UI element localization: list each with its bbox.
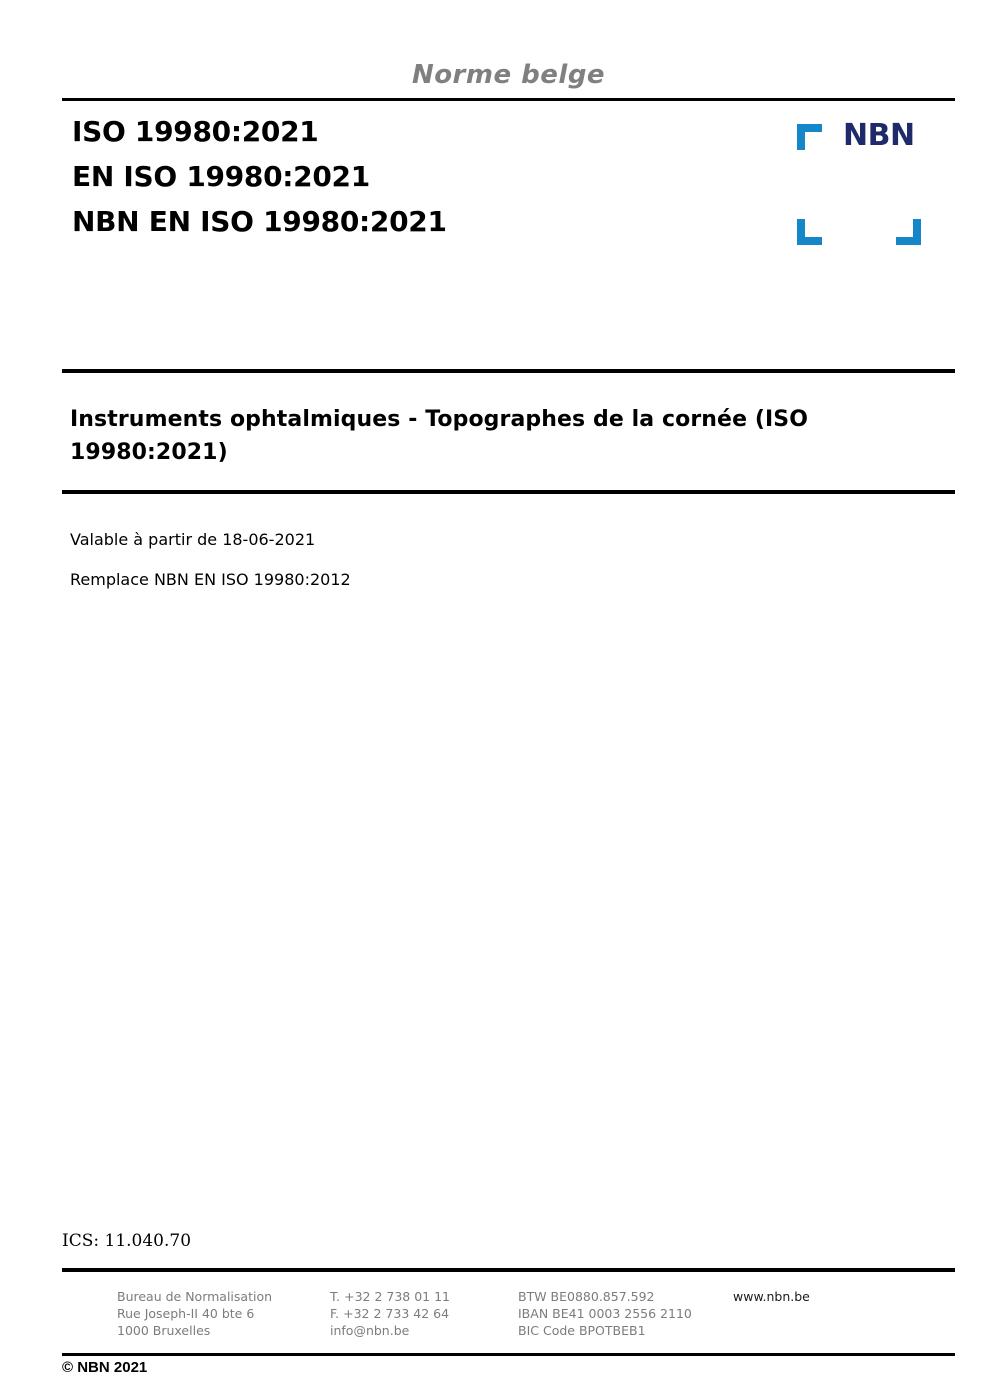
document-title: Instruments ophtalmiques - Topographes de la cornée (ISO 19980:2021) (70, 407, 809, 465)
standard-codes (72, 109, 447, 244)
logo-corner-top-left-icon (797, 124, 822, 150)
logo-corner-bottom-right-icon (896, 219, 921, 245)
footer-top-divider (62, 1268, 955, 1272)
standard-code-iso: ISO 19980:2021 (72, 115, 319, 148)
footer-iban: IBAN BE41 0003 2556 2110 (518, 1306, 692, 1321)
footer-email-link[interactable]: info@nbn.be (330, 1323, 410, 1338)
footer-address-column (117, 1288, 272, 1339)
nbn-logo-text: NBN (843, 118, 915, 153)
footer-contact-column (330, 1288, 450, 1339)
standard-code-en-iso: EN ISO 19980:2021 (72, 160, 370, 193)
valid-from-line: Valable à partir de 18-06-2021 (70, 530, 316, 549)
logo-corner-bottom-left-icon (797, 219, 822, 245)
footer-vat: BTW BE0880.857.592 (518, 1289, 655, 1304)
footer-fax: F. +32 2 733 42 64 (330, 1306, 450, 1321)
footer-phone: T. +32 2 738 01 11 (330, 1289, 450, 1304)
nbn-logo (797, 118, 921, 245)
standard-code-nbn-en-iso: NBN EN ISO 19980:2021 (72, 205, 447, 238)
footer-org-name: Bureau de Normalisation (117, 1289, 273, 1304)
footer-street: Rue Joseph-II 40 bte 6 (117, 1306, 255, 1321)
document-kind-label: Norme belge (411, 60, 606, 90)
copyright-line: © NBN 2021 (62, 1359, 148, 1376)
ics-code-line: ICS: 11.040.70 (62, 1231, 192, 1251)
copyright-divider (62, 1353, 955, 1356)
footer-website-column (733, 1288, 810, 1305)
replaces-line: Remplace NBN EN ISO 19980:2012 (70, 570, 351, 589)
footer-bic: BIC Code BPOTBEB1 (518, 1323, 646, 1338)
footer-website-link[interactable]: www.nbn.be (733, 1289, 810, 1304)
footer-city: 1000 Bruxelles (117, 1323, 211, 1338)
header-divider (62, 98, 955, 101)
footer-banking-column (518, 1288, 692, 1339)
title-block-top-divider (62, 369, 955, 373)
title-block-bottom-divider (62, 490, 955, 494)
